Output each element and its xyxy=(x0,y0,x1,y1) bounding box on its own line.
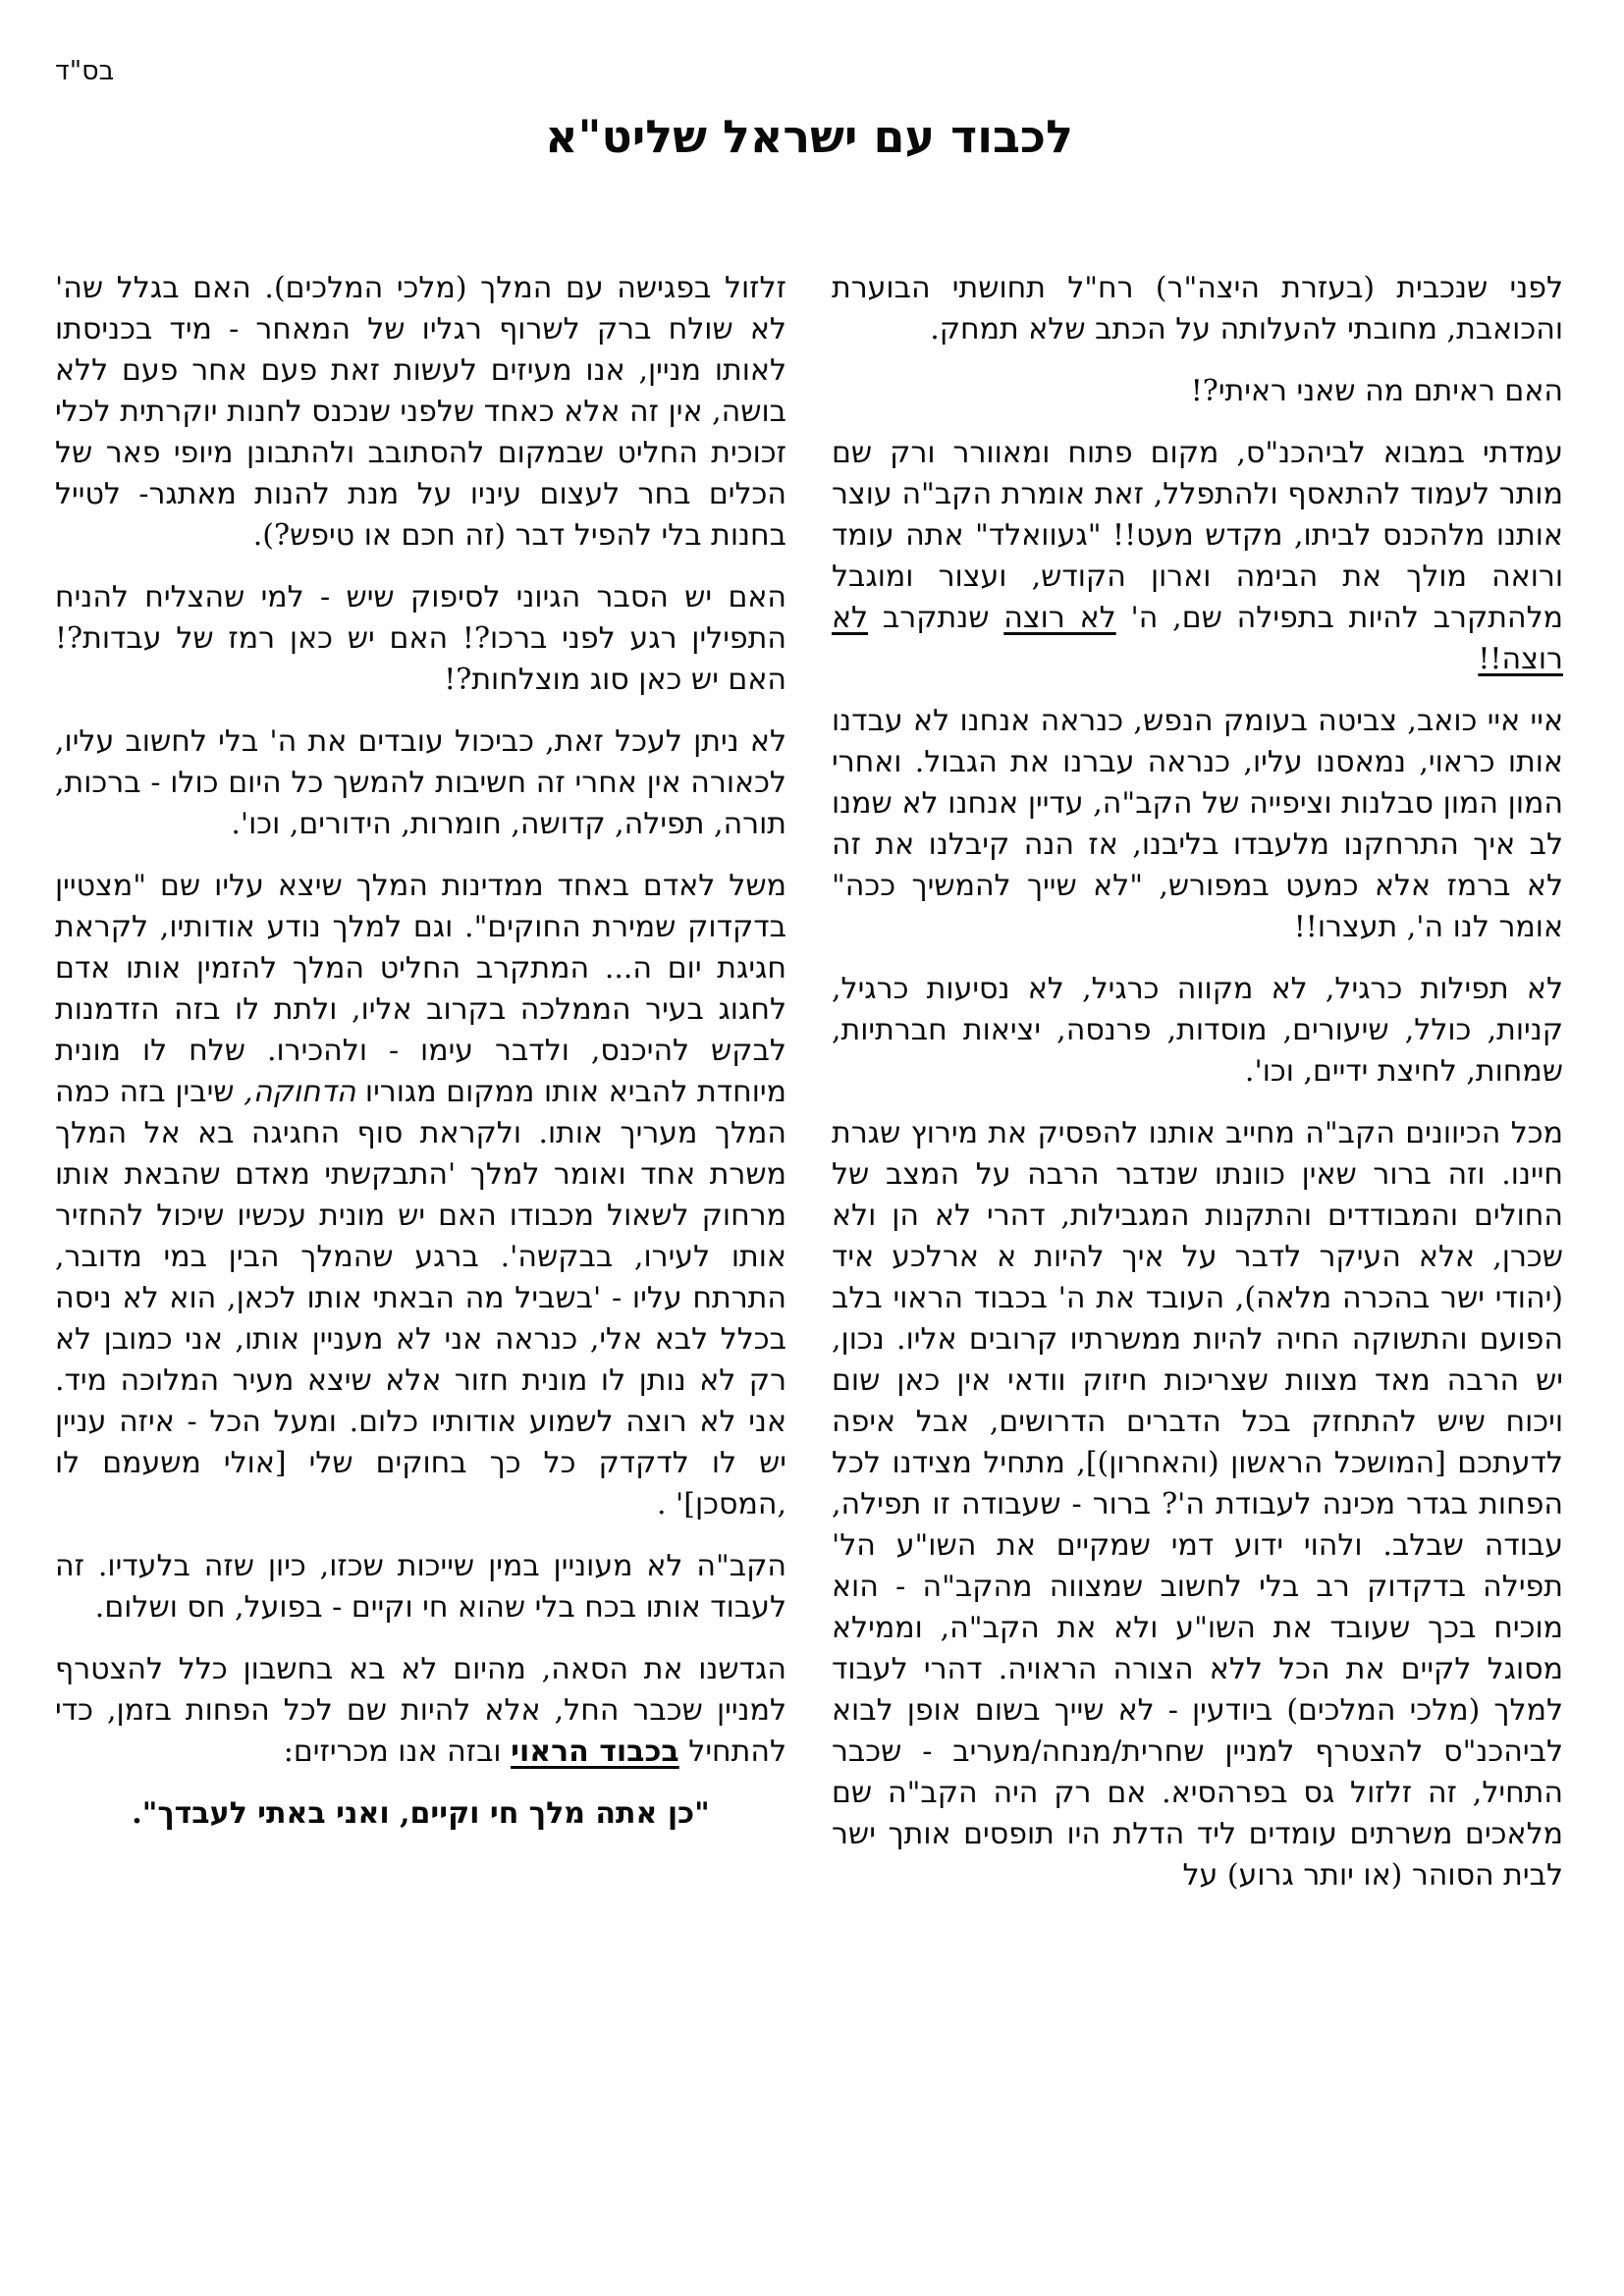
text-segment: "כן אתה מלך חי וקיים, ואני באתי לעבדך". xyxy=(132,1795,710,1831)
page-title: לכבוד עם ישראל שליט"א xyxy=(545,109,1073,163)
paragraph xyxy=(55,721,786,845)
text-segment: לא רוצה!! xyxy=(832,600,1563,676)
text-segment: מכל הכיוונים הקב"ה מחייב אותנו להפסיק את מירוץ שגרת חיינו. וזה ברור שאין כוונתו שנדבר הרבה על המצב של החולים והמבודדים והתקנות המגבילות, דהרי לא הן ולא שכרן, אלא העיקר לדבר על איך להיות א ארלכע איד (יהודי ישר בהכרה מלאה), העובד את ה' בכבוד הראוי בלב הפועם והתשוקה החיה להיות ממשרתיו קרובים אליו. נכון, יש הרבה מאד מצוות שצריכות חיזוק וודאי אין כאן שום ויכוח שיש להתחזק בכל הדברים הדרושים, אבל איפה לדעתכם [המושכל הראשון (והאחרון)], מתחיל מצידנו לכל הפחות בגדר מכינה לעבודת ה'? ברור - שעבודה זו תפילה, עבודה שבלב. ולהוי ידוע דמי שמקיים את השו"ע הל' תפילה בדקדוק רב בלי לחשוב שמצווה מהקב"ה - הוא מוכיח בכך שעובד את השו"ע ולא את הקב"ה, וממילא מסוגל לקיים את הכל ללא הצורה הראויה. דהרי לעבוד למלך (מלכי המלכים) ביודעין - לא שייך בשום אופן לבוא לביהכנ"ס להצטרף למניין שחרית/מנחה/מעריב - שכבר התחיל, זה זלזול גס בפרהסיא. אם רק היה הקב"ה שם מלאכים משרתים עומדים ליד הדלת היו תופסים אותך ישר לבית הסוהר (או יותר גרוע) על xyxy=(832,1115,1563,1893)
bsd-header xyxy=(55,57,1563,86)
bsd-text: בס"ד xyxy=(55,56,115,86)
column-right xyxy=(832,268,1563,1896)
paragraph xyxy=(55,268,786,557)
paragraph xyxy=(832,371,1563,412)
paragraph xyxy=(55,1649,786,1773)
paragraph xyxy=(832,1113,1563,1896)
paragraph xyxy=(55,866,786,1525)
text-segment: בכבוד הראוי xyxy=(511,1734,679,1769)
paragraph xyxy=(55,1793,786,1835)
paragraph xyxy=(832,969,1563,1093)
text-segment: זלזול בפגישה עם המלך (מלכי המלכים). האם בגלל שה' לא שולח ברק לשרוף רגליו של המאחר - מיד בכניסתו לאותו מניין, אנו מעיזים לעשות זאת פעם אחר פעם ללא בושה, אין זה אלא כאחד שלפני שנכנס לחנות יוקרתית לכלי זכוכית החליט שבמקום להסתובב ולהתבונן מיופי פאר של הכלים בחר לעצום עיניו על מנת להנות מאתגר- לטייל בחנות בלי להפיל דבר (זה חכם או טיפש?). xyxy=(55,270,786,553)
text-segment: שיבין בזה כמה המלך מעריך אותו. ולקראת סוף החגיגה בא אל המלך משרת אחד ואומר למלך 'התבקשתי מאדם שהבאת אותו מרחוק לשאול מכבודו האם יש מונית עכשיו שיכול להחזיר אותו לעירו, בבקשה'. ברגע שהמלך הבין במי מדובר, התרתח עליו - 'בשביל מה הבאתי אותו לכאן, הוא לא ניסה בכלל לבא אלי, כנראה אני לא מעניין אותו, אני כמובן לא רק לא נותן לו מונית חזור אלא שיצא מעיר המלוכה מיד. אני לא רוצה לשמוע אודותיו כלום. ומעל הכל - איזה עניין יש לו לדקדק כל כך בחוקים שלי [אולי משעמם לו ,המסכן]' . xyxy=(55,1074,786,1522)
text-segment: לא ניתן לעכל זאת, כביכול עובדים את ה' בלי לחשוב עליו, לכאורה אין אחרי זה חשיבות להמשך כל היום כולו - ברכות, תורה, תפילה, קדושה, חומרות, הידורים, וכו'. xyxy=(55,723,786,841)
text-segment: עמדתי במבוא לביהכנ"ס, מקום פתוח ומאוורר ורק שם מותר לעמוד להתאסף ולהתפלל, זאת אומרת הקב"ה עוצר אותנו מלהכנס לביתו, מקדש מעט!! "געוואלד" אתה עומד ורואה מולך את הבימה וארון הקודש, ועצור ומוגבל מלהתקרב להיות בתפילה שם, ה' xyxy=(832,435,1563,635)
page-header xyxy=(55,57,1563,164)
text-segment: ובזה אנו מכריזים: xyxy=(283,1734,512,1769)
paragraph xyxy=(832,268,1563,350)
text-segment: איי איי כואב, צביטה בעומק הנפש, כנראה אנחנו לא עבדנו אותו כראוי, נמאסנו עליו, כנראה עברנו את הגבול. ואחרי המון המון סבלנות וציפייה של הקב"ה, עדיין אנחנו לא שמנו לב איך התרחקנו מלעבדו בליבנו, אז הנה קיבלנו את זה לא ברמז אלא כמעט במפורש, "לא שייך להמשיך ככה" אומר לנו ה', תעצרו!! xyxy=(832,703,1563,944)
text-segment: לפני שנכבית (בעזרת היצה"ר) רח"ל תחושתי הבוערת והכואבת, מחובתי להעלותה על הכתב שלא תמחק. xyxy=(832,270,1563,347)
text-segment: משל לאדם באחד ממדינות המלך שיצא עליו שם "מצטיין בדקדוק שמירת החוקים". וגם למלך נודע אודותיו, לקראת חגיגת יום ה... המתקרב החליט המלך להזמין אותו אדם לחגוג בעיר הממלכה בקרוב אליו, ולתת לו בזה הזדמנות לבקש להיכנס, ולדבר עימו - ולהכירו. שלח לו מונית מיוחדת להביא אותו ממקום מגוריו xyxy=(55,868,786,1109)
text-segment: האם ראיתם מה שאני ראיתי?! xyxy=(1190,373,1563,408)
paragraph xyxy=(55,577,786,701)
paragraph xyxy=(832,433,1563,680)
paragraph xyxy=(832,701,1563,948)
text-segment: הקב"ה לא מעוניין במין שייכות שכזו, כיון שזה בלעדיו. זה לעבוד אותו בכח בלי שהוא חי וקיים - בפועל, חס ושלום. xyxy=(55,1548,786,1625)
text-segment: שנתקרב xyxy=(868,600,1004,635)
text-segment: הגדשנו את הסאה, מהיום לא בא בחשבון כלל להצטרף למניין שכבר החל, אלא להיות שם לכל הפחות בזמן, כדי להתחיל xyxy=(55,1651,786,1769)
two-column-layout xyxy=(55,268,1563,1896)
text-segment: לא תפילות כרגיל, לא מקווה כרגיל, לא נסיעות כרגיל, קניות, כולל, שיעורים, מוסדות, פרנסה, יציאות חברתיות, שמחות, לחיצת ידיים, וכו'. xyxy=(832,971,1563,1089)
paragraph xyxy=(55,1546,786,1629)
text-segment: האם יש הסבר הגיוני לסיפוק שיש - למי שהצליח להניח התפילין רגע לפני ברכו?! האם יש כאן רמז של עבדות?! האם יש כאן סוג מוצלחות?! xyxy=(55,579,786,697)
text-segment: לא רוצה xyxy=(1003,600,1116,635)
text-segment: הדחוקה, xyxy=(244,1074,356,1109)
column-left xyxy=(55,268,786,1835)
